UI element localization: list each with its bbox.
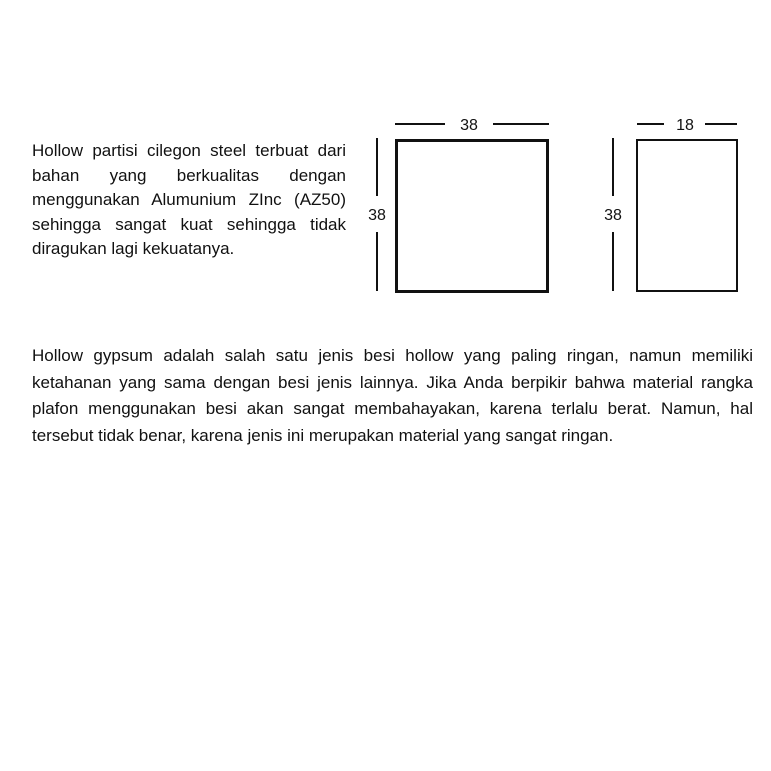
- profile-rectangle: [604, 117, 737, 291]
- height-label: 38: [604, 207, 622, 224]
- square-profile-outline: [397, 141, 548, 292]
- profile-diagram: [355, 108, 755, 308]
- body-paragraph: Hollow gypsum adalah salah satu jenis besi hollow yang paling ringan, namun memiliki ketahanan yang sama dengan besi jenis lainnya. Jika Anda berpikir bahwa material rangka plafon menggunakan besi akan sangat membahayakan, karena terlalu berat. Namun, hal tersebut tidak benar, karena jenis ini merupakan material yang sangat ringan.: [32, 346, 753, 445]
- profile-square: [368, 117, 549, 292]
- height-label: 38: [368, 207, 386, 224]
- intro-paragraph: Hollow partisi cilegon steel terbuat dari bahan yang berkualitas dengan menggunakan Alumunium ZInc (AZ50) sehingga sangat kuat sehingga tidak diragukan lagi kekuatanya.: [32, 141, 346, 258]
- rectangle-profile-outline: [637, 140, 737, 291]
- width-label: 18: [676, 117, 694, 134]
- width-label: 38: [460, 117, 478, 134]
